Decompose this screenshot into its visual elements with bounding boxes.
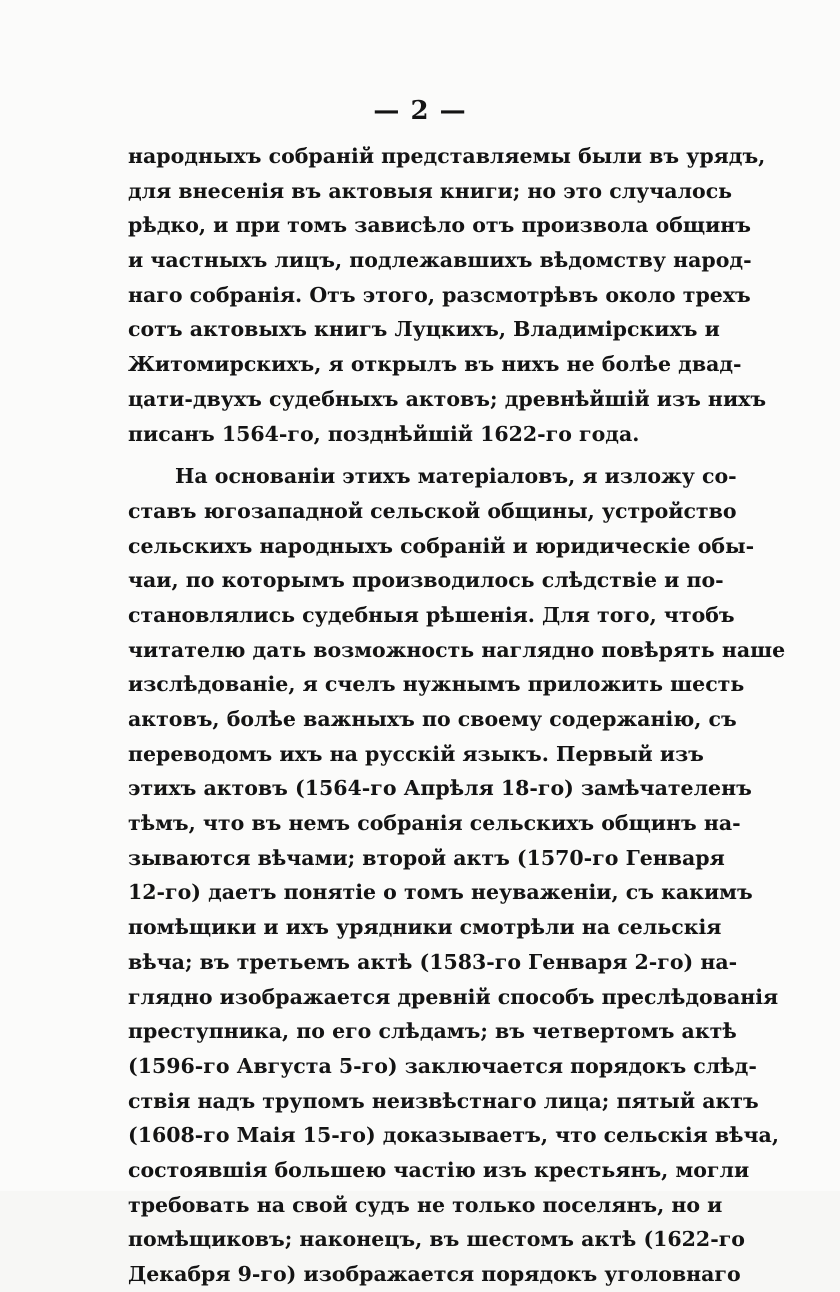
text-line: Декабря 9-го) изображается порядокъ уголовнаго: [128, 1262, 741, 1286]
text-line: помѣщики и ихъ урядники смотрѣли на сельскія: [128, 915, 722, 940]
text-line: этихъ актовъ (1564-го Апрѣля 18-го) замѣчателенъ: [128, 776, 752, 801]
text-line: писанъ 1564-го, позднѣйшій 1622-го года.: [128, 421, 640, 446]
text-line: требовать на свой судъ не только поселянъ, но и: [128, 1192, 723, 1217]
text-line: читателю дать возможность наглядно повѣрять наше: [128, 637, 786, 662]
text-line: для внесенія въ актовыя книги; но это случалось: [128, 178, 733, 203]
text-line: 12-го) даетъ понятіе о томъ неуваженіи, съ какимъ: [128, 880, 753, 905]
text-line: вѣча; въ третьемъ актѣ (1583-го Генваря 2-го) на-: [128, 949, 738, 974]
paragraph-gap: [128, 451, 684, 459]
page-number: — 2 —: [373, 96, 467, 126]
text-line: На основаніи этихъ матеріаловъ, я изложу со-: [175, 464, 737, 489]
text-line: преступника, по его слѣдамъ; въ четвертомъ актѣ: [128, 1019, 737, 1044]
text-line: Житомирскихъ, я открылъ въ нихъ не болѣе двад-: [128, 352, 742, 377]
text-line: сотъ актовыхъ книгъ Луцкихъ, Владимірскихъ и: [128, 317, 720, 342]
text-line: переводомъ ихъ на русскій языкъ. Первый изъ: [128, 741, 704, 766]
text-line: цати-двухъ судебныхъ актовъ; древнѣйшій изъ нихъ: [128, 386, 767, 411]
text-line: изслѣдованіе, я счелъ нужнымъ приложить шесть: [128, 672, 745, 697]
text-line: ставъ югозападной сельской общины, устройство: [128, 498, 737, 523]
text-line: тѣмъ, что въ немъ собранія сельскихъ общинъ на-: [128, 811, 741, 836]
text-line: рѣдко, и при томъ зависѣло отъ произвола общинъ: [128, 213, 751, 238]
text-line: наго собранія. Отъ этого, разсмотрѣвъ около трехъ: [128, 282, 751, 307]
text-line: и частныхъ лицъ, подлежавшихъ вѣдомству народ-: [128, 248, 752, 273]
paragraph: [128, 139, 767, 451]
text-line: зываются вѣчами; второй актъ (1570-го Генваря: [128, 845, 725, 870]
text-line: глядно изображается древній способъ преслѣдованія: [128, 984, 779, 1009]
text-line: (1608-го Маія 15-го) доказываетъ, что сельскія вѣча,: [128, 1123, 779, 1148]
text-line: актовъ, болѣе важныхъ по своему содержанію, съ: [128, 707, 737, 731]
text-line: (1596-го Августа 5-го) заключается порядокъ слѣд-: [128, 1053, 757, 1078]
text-line: состоявшія большею частію изъ крестьянъ, могли: [128, 1157, 750, 1182]
text-line: чаи, по которымъ производилось слѣдствіе и по-: [128, 568, 724, 593]
text-line: народныхъ собраній представляемы были въ урядъ,: [128, 144, 766, 168]
body-text: [128, 139, 786, 1292]
text-line: становлялись судебныя рѣшенія. Для того, чтобъ: [128, 602, 735, 627]
text-line: сельскихъ народныхъ собраній и юридическіе обы-: [128, 533, 755, 558]
text-line: помѣщиковъ; наконецъ, въ шестомъ актѣ (1622-го: [128, 1227, 745, 1252]
paragraph: [128, 459, 786, 1292]
text-line: ствія надъ трупомъ неизвѣстнаго лица; пятый актъ: [128, 1088, 759, 1113]
